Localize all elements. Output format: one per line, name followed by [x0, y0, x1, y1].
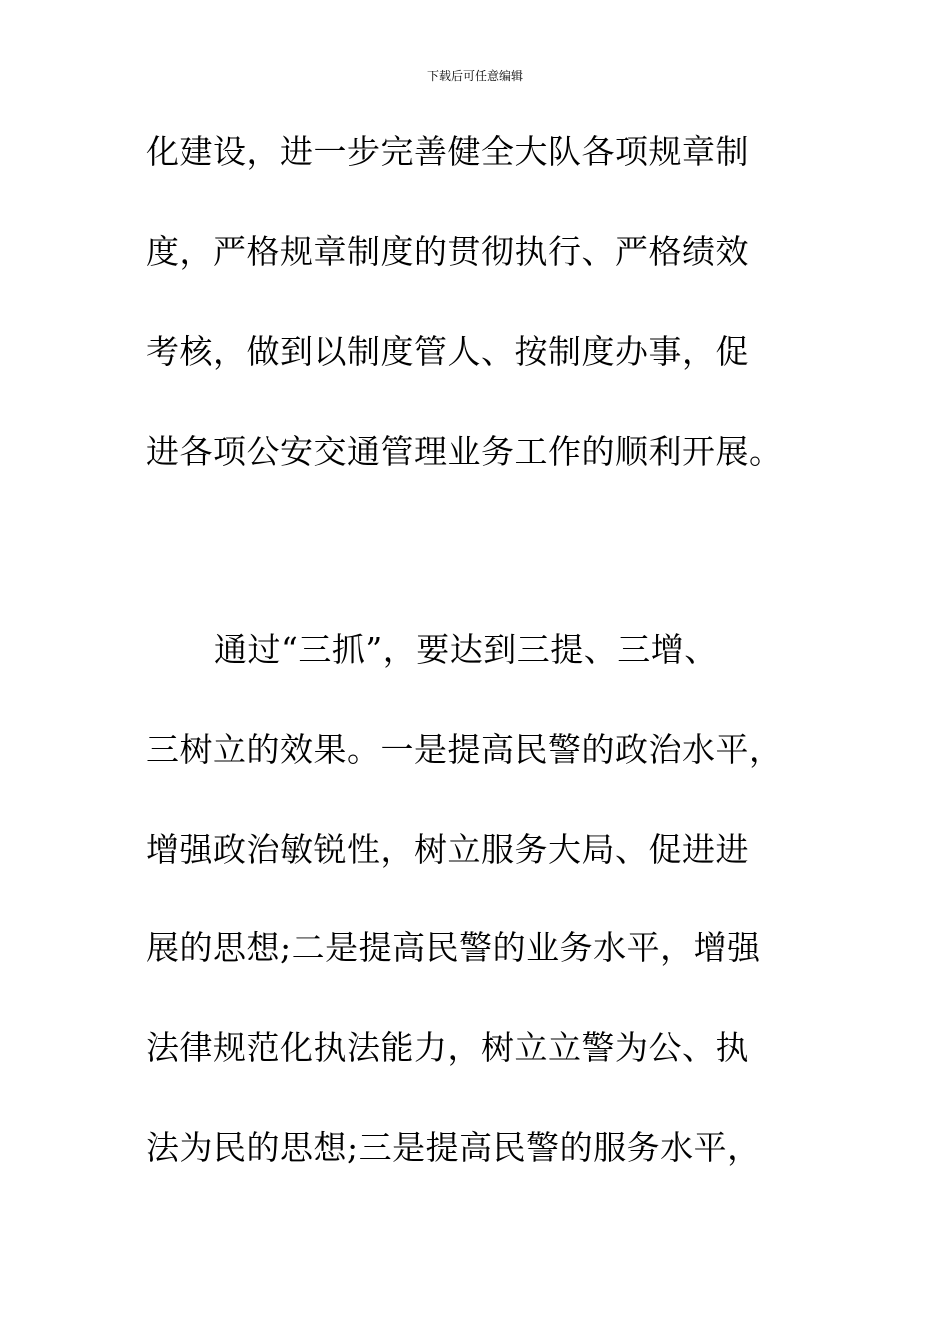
page-header: 下载后可任意编辑 — [426, 69, 523, 83]
text-line: 考核，做到以制度管人、按制度办事，促 — [146, 332, 749, 371]
text-line: 法为民的思想;三是提高民警的服务水平， — [146, 1128, 761, 1167]
text-line: 三树立的效果。一是提高民警的政治水平， — [146, 730, 783, 769]
text-line: 通过“三抓”，要达到三提、三增、 — [214, 630, 718, 669]
text-line: 展的思想;二是提高民警的业务水平，增强 — [146, 928, 761, 967]
text-line: 化建设，进一步完善健全大队各项规章制 — [146, 132, 749, 171]
text-line: 进各项公安交通管理业务工作的顺利开展。 — [146, 432, 783, 471]
text-line: 法律规范化执法能力，树立立警为公、执 — [146, 1028, 749, 1067]
text-line: 度，严格规章制度的贯彻执行、严格绩效 — [146, 232, 749, 271]
text-line: 增强政治敏锐性，树立服务大局、促进进 — [146, 830, 749, 869]
